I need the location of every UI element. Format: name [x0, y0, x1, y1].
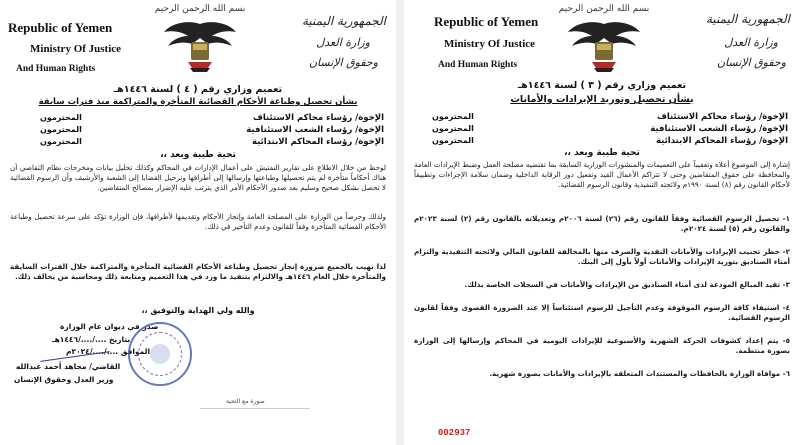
paragraph-item-1: ١- تحصيل الرسوم القضائية وفقاً للقانون رقم (٢٦) لسنة ٢٠٠٦م وتعديلاته بالقانون رقم (٢) لسنة ٢٠٢٣م والقانون رقم (٥) لسنة ٢٠٢٤م. — [414, 214, 790, 234]
greeting: تحية طيبة وبعد ،، — [564, 148, 640, 158]
honorific: المحترمون — [40, 113, 82, 122]
date-gregorian: الموافق ..../..../٢٠٢٤م — [66, 347, 151, 356]
paragraph-3: لذا نهيب بالجميع ضرورة إنجاز تحصيل وطباعة الأحكام القضائية المتأخرة والمتراكمة خلال الفترات السابقة والمتأخرة خلال العام ١٤٤٦هـ والالتزام بتنفيذ ما ورد في هذا التعميم ومتابعة ذلك ومحاسبة من يخالف ذلك. — [10, 262, 386, 282]
copies-note: صورة مع التحية — [226, 398, 265, 405]
circular-number: تعميم وزاري رقم ( ٤ ) لسنة ١٤٤٦هـ — [113, 84, 283, 95]
yemen-eagle-emblem-icon — [160, 14, 240, 78]
header-en-country: Republic of Yemen — [434, 14, 539, 29]
yemen-eagle-emblem-icon — [564, 14, 644, 78]
paragraph-1: لوحظ من خلال الاطلاع على تقارير التفتيش على أعمال الإدارات في المحاكم وكذلك تحليل بيانات ومخرجات نظام التقاضي أن هناك أحكاماً متأخرة لم يتم تحصيلها وطباعتها وإرسالها إلى أطرافها وترحيل القضايا إلى الشعبة والأرشيف وأن الرسوم القضائية لا تحصل بشكل صحيح وسليم بعد صدور الأحكام الأمر الذي يترتب عليه الإضرار بمصالح المتقاضين. — [10, 163, 386, 193]
honorific: المحترمون — [40, 125, 82, 134]
circular-number: تعميم وزاري رقم ( ٣ ) لسنة ١٤٤٦هـ — [517, 80, 687, 91]
greeting: تحية طيبة وبعد ،، — [160, 150, 236, 160]
recipient-primary-courts: الإخوة/ رؤساء المحاكم الابتدائية — [251, 137, 384, 147]
header-en-country: Republic of Yemen — [8, 20, 113, 35]
paragraph-intro: إشارة إلى الموضوع أعلاه وتعقيباً على التعميمات والمنشورات الوزارية السابقة بما تقتضيه مصلحة العمل وضبط الإيرادات العامة والمحافظة على حقوق المتقاضين وحتى لا تتراكم الأعمال القيد وتفعيل دور الرقابة الداخلية وضمان سلامة الإجراءات وتطبيقاً لأحكام القانون رقم (٨) لسنة ١٩٩٠م ولائحته التنفيذية وقانون الرسوم القضائية. — [414, 160, 790, 190]
honorific: المحترمون — [432, 136, 474, 145]
header-ar-rights: وحقوق الإنسان — [716, 56, 786, 69]
recipient-appeal-courts: الإخوة/ رؤساء محاكم الاستئناف — [252, 113, 384, 123]
recipient-appeal-courts: الإخوة/ رؤساء محاكم الاستئناف — [656, 112, 788, 122]
paragraph-item-6: ٦- موافاة الوزارة بالحافظات والمستندات المتعلقة بالإيرادات والأمانات بصورة شهرية. — [489, 369, 790, 378]
header-ar-rights: وحقوق الإنسان — [308, 56, 378, 69]
paragraph-item-3: ٣- تقيد المبالغ المودعة لدى أمناء الصناديق من الإيرادات والأمانات في السجلات الخاصة بذلك. — [464, 280, 790, 289]
circular-subject: بشأن تحصيل وطباعة الأحكام القضائية المتأخرة والمتراكمة منذ فترات سابقة — [38, 97, 358, 107]
paragraph-2: ولذلك وحرصاً من الوزارة على المصلحة العامة وإنجاز الأحكام وتقديمها لأطرافها، فإن الوزارة تؤكد على سرعة تحصيل وطباعة الأحكام القضائية المتأخرة وفقاً للقانون وعدم التأخير في ذلك. — [10, 212, 386, 232]
paragraph-item-5: ٥- يتم إعداد كشوفات الحركة الشهرية والأسبوعية للإيرادات اليومية في المحاكم وإرسالها إلى الوزارة بصورة منتظمة. — [414, 336, 790, 356]
signatory-title: وزير العدل وحقوق الإنسان — [14, 375, 114, 384]
recipient-appeal-divisions: الإخوة/ رؤساء الشعب الاستئنافية — [650, 124, 788, 134]
closing: والله ولي الهداية والتوفيق ،، — [141, 306, 255, 315]
date-hijri: بتاريخ ..../..../١٤٤٦هـ — [52, 335, 131, 344]
honorific: المحترمون — [40, 137, 82, 146]
recipient-appeal-divisions: الإخوة/ رؤساء الشعب الاستئنافية — [246, 125, 384, 135]
honorific: المحترمون — [432, 124, 474, 133]
paragraph-item-2: ٢- حظر تجنيب الإيرادات والأمانات النقدية والصرف منها بالمخالفة للقانون المالي ولائحته التنفيذية والتزام أمناء الصناديق بتوريد الإيرادات والأمانات أولاً بأول إلى البنك. — [414, 247, 790, 267]
header-ar-ministry: وزارة العدل — [316, 36, 370, 49]
official-stamp — [128, 322, 192, 386]
basmala: بسم الله الرحمن الرحيم — [154, 4, 246, 14]
page-divider — [396, 0, 404, 445]
header-en-ministry: Ministry Of Justice — [444, 38, 536, 50]
header-ar-ministry: وزارة العدل — [724, 36, 778, 49]
header-en-rights: And Human Rights — [438, 60, 518, 70]
issued-at: صدر في ديوان عام الوزارة — [60, 322, 159, 331]
honorific: المحترمون — [432, 112, 474, 121]
header-ar-country: الجمهورية اليمنية — [705, 12, 790, 26]
distribution-list — [200, 408, 310, 436]
recipient-primary-courts: الإخوة/ رؤساء المحاكم الابتدائية — [655, 136, 788, 146]
document-serial-number: 002937 — [438, 428, 471, 438]
basmala: بسم الله الرحمن الرحيم — [558, 4, 650, 14]
circular-document-4 — [0, 0, 396, 445]
header-ar-country: الجمهورية اليمنية — [301, 14, 386, 28]
header-en-ministry: Ministry Of Justice — [30, 43, 122, 55]
circular-document-3 — [404, 0, 800, 445]
signatory-name: القاضي/ مجاهد أحمد عبدالله — [16, 362, 121, 371]
header-en-rights: And Human Rights — [16, 64, 96, 74]
circular-subject: بشأن تحصيل وتوريد الإيرادات والأمانات — [510, 94, 694, 105]
paragraph-item-4: ٤- استيفاء كافة الرسوم الموقوفة وعدم التأجيل للرسوم استئناساً إلا عند الضرورة القصوى وفقاً لقانون الرسوم القضائية. — [414, 303, 790, 323]
